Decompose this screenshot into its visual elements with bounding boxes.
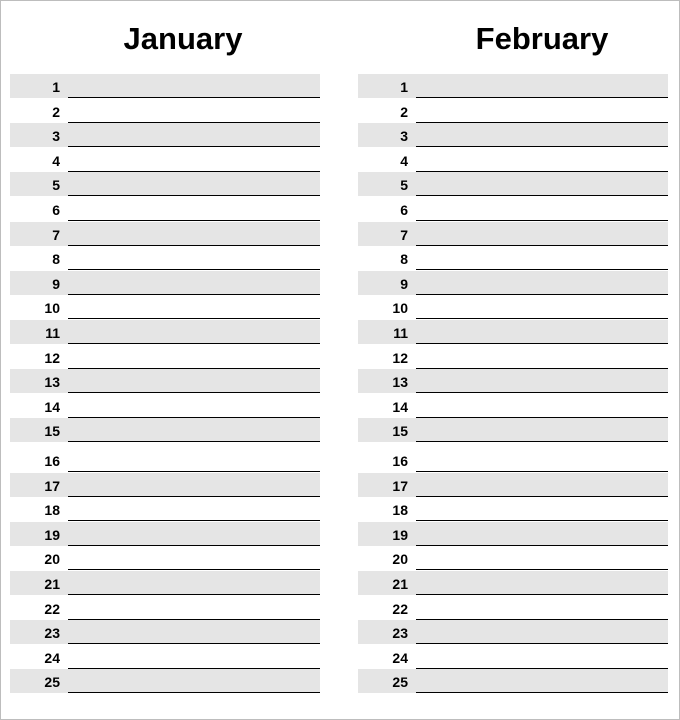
day-number: 23 [44, 625, 60, 642]
day-number: 24 [392, 649, 408, 666]
day-row[interactable] [10, 645, 320, 669]
day-row[interactable] [358, 99, 668, 123]
day-row[interactable] [358, 522, 668, 546]
day-row[interactable] [10, 99, 320, 123]
day-number: 19 [392, 526, 408, 543]
day-number: 11 [45, 325, 60, 341]
day-row[interactable] [358, 246, 668, 270]
day-row[interactable] [10, 345, 320, 369]
day-row[interactable] [358, 172, 668, 196]
day-number: 9 [52, 275, 60, 292]
day-number: 19 [44, 526, 60, 543]
day-number: 22 [44, 600, 60, 617]
day-number: 14 [44, 398, 60, 415]
day-row[interactable] [358, 197, 668, 221]
day-number: 3 [52, 128, 60, 145]
entry-line[interactable] [416, 692, 668, 693]
day-row[interactable] [358, 497, 668, 521]
day-number: 2 [52, 103, 60, 120]
day-number: 7 [52, 226, 60, 243]
day-row[interactable] [10, 394, 320, 418]
day-number: 6 [52, 202, 60, 218]
day-row[interactable] [358, 669, 668, 693]
day-number: 2 [400, 103, 408, 120]
day-number: 15 [392, 423, 408, 440]
day-number: 20 [44, 551, 60, 568]
day-row[interactable] [10, 497, 320, 521]
day-row[interactable] [358, 596, 668, 620]
day-number: 10 [392, 300, 408, 317]
day-row[interactable] [10, 522, 320, 546]
day-number: 16 [44, 453, 60, 469]
day-number: 15 [44, 423, 60, 440]
day-number: 3 [400, 128, 408, 145]
day-row[interactable] [358, 473, 668, 497]
day-number: 9 [400, 275, 408, 292]
entry-line[interactable] [68, 692, 320, 693]
day-number: 24 [44, 649, 60, 666]
day-row[interactable] [358, 74, 668, 98]
day-number: 1 [400, 79, 408, 95]
day-row[interactable] [358, 345, 668, 369]
day-number: 13 [392, 374, 408, 391]
day-row[interactable] [358, 222, 668, 246]
day-row[interactable] [358, 123, 668, 147]
day-row[interactable] [10, 620, 320, 644]
day-number: 11 [393, 325, 408, 341]
day-row[interactable] [10, 546, 320, 570]
month-title: January [123, 21, 243, 56]
day-row[interactable] [358, 448, 668, 472]
day-row[interactable] [10, 123, 320, 147]
day-number: 4 [52, 152, 60, 169]
day-row[interactable] [358, 645, 668, 669]
day-number: 25 [392, 674, 408, 691]
day-row[interactable] [10, 172, 320, 196]
day-number: 5 [52, 177, 60, 194]
month-title: February [475, 21, 609, 56]
day-number: 22 [392, 600, 408, 617]
day-row[interactable] [10, 197, 320, 221]
day-row[interactable] [10, 473, 320, 497]
day-number: 23 [392, 625, 408, 642]
day-number: 4 [400, 152, 408, 169]
day-row[interactable] [10, 74, 320, 98]
day-row[interactable] [358, 271, 668, 295]
day-row[interactable] [358, 394, 668, 418]
day-number: 18 [392, 502, 408, 519]
day-row[interactable] [358, 418, 668, 442]
day-row[interactable] [10, 271, 320, 295]
day-number: 25 [44, 674, 60, 691]
day-number: 8 [52, 251, 60, 268]
day-row[interactable] [10, 222, 320, 246]
day-row[interactable] [358, 571, 668, 595]
day-number: 1 [52, 79, 60, 95]
day-row[interactable] [10, 571, 320, 595]
entry-line[interactable] [416, 441, 668, 442]
day-number: 20 [392, 551, 408, 568]
day-row[interactable] [10, 369, 320, 393]
day-row[interactable] [358, 148, 668, 172]
day-row[interactable] [10, 596, 320, 620]
day-number: 13 [44, 374, 60, 391]
day-row[interactable] [10, 669, 320, 693]
day-number: 5 [400, 177, 408, 194]
day-row[interactable] [358, 620, 668, 644]
day-row[interactable] [10, 295, 320, 319]
entry-line[interactable] [68, 441, 320, 442]
day-number: 6 [400, 202, 408, 218]
day-number: 18 [44, 502, 60, 519]
day-number: 10 [44, 300, 60, 317]
day-row[interactable] [358, 295, 668, 319]
day-row[interactable] [358, 546, 668, 570]
day-row[interactable] [358, 369, 668, 393]
day-number: 21 [392, 576, 408, 592]
day-number: 8 [400, 251, 408, 268]
day-row[interactable] [10, 448, 320, 472]
day-row[interactable] [10, 418, 320, 442]
day-row[interactable] [10, 148, 320, 172]
day-row[interactable] [10, 320, 320, 344]
day-row[interactable] [10, 246, 320, 270]
day-number: 17 [44, 477, 60, 494]
day-number: 14 [392, 398, 408, 415]
day-number: 7 [400, 226, 408, 243]
day-number: 21 [44, 576, 60, 592]
day-row[interactable] [358, 320, 668, 344]
day-number: 12 [44, 349, 60, 366]
day-number: 16 [392, 453, 408, 469]
day-number: 12 [392, 349, 408, 366]
day-number: 17 [392, 477, 408, 494]
